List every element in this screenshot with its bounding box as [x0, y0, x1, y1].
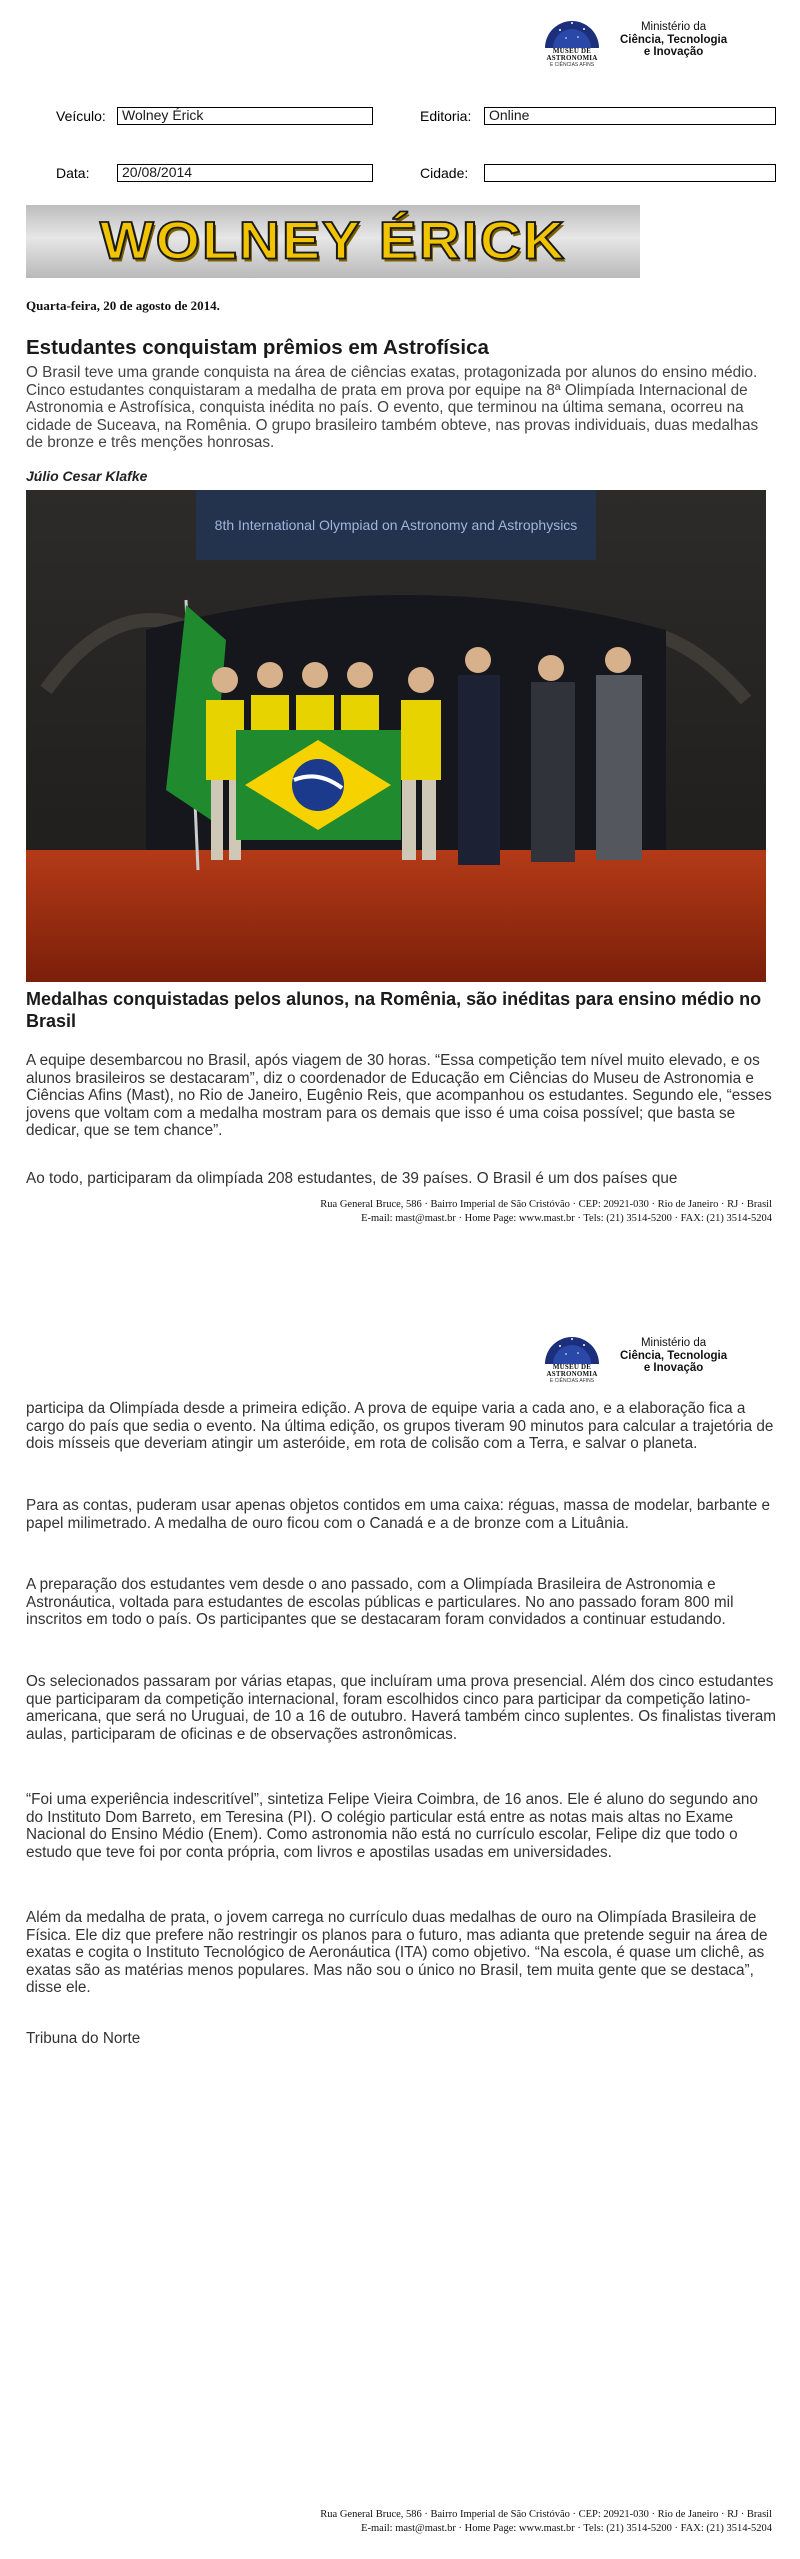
editoria-field[interactable]: Online [484, 107, 776, 125]
ministry-line1: Ministério da [640, 21, 707, 34]
ministry-line3: e Inovação [643, 46, 704, 59]
telescope-dome-icon [541, 1328, 603, 1364]
article-paragraph-2b: participa da Olimpíada desde a primeira edição. A prova de equipe varia a cada ano, e a elaboração fica a cargo do país que sedia o evento. Na última edição, os grupos tiveram 90 minutos para calcular a trajetória de dois mísseis que deveriam atingir um asteróide, em rota de colisão com a Terra, e salvar o planeta. [26, 1400, 774, 1452]
footer-address: Rua General Bruce, 586 · Bairro Imperial de São Cristóvão · CEP: 20921-030 · Rio de Janeiro · RJ · Brasil [320, 2509, 772, 2520]
ministry-logo-page2 [620, 1337, 727, 1375]
columnist-banner [26, 205, 640, 278]
ministry-line3: e Inovação [643, 1362, 704, 1375]
article-source: Tribuna do Norte [26, 2030, 141, 2047]
backdrop-caption: 8th International Olympiad on Astronomy and Astrophysics [214, 517, 578, 533]
article-subhead: Medalhas conquistadas pelos alunos, na Romênia, são inéditas para ensino médio no Brasil [26, 989, 762, 1031]
data-label: Data: [56, 165, 90, 181]
mast-logo-line2: ASTRONOMIA [546, 1370, 598, 1378]
header-logos [538, 12, 727, 68]
article-paragraph-1: A equipe desembarcou no Brasil, após viagem de 30 horas. “Essa competição tem nível muito elevado, e os alunos brasileiros se destacaram”, diz o coordenador de Educação em Ciências do Museu de Astronomia e Ciências Afins (Mast), no Rio de Janeiro, Eugênio Reis, que acompanhou os estudantes. Segundo ele, “esses jovens que voltam com a medalha mostram para os demais que isso é uma coisa possível; que basta se dedicar, que se tem chance”. [26, 1052, 772, 1139]
mast-logo [538, 12, 606, 68]
footer-contact: E-mail: mast@mast.br · Home Page: www.mast.br · Tels: (21) 3514-5200 · FAX: (21) 3514-5204 [361, 1213, 772, 1224]
article-photo [26, 490, 766, 982]
ministry-line2: Ciência, Tecnologia [620, 33, 728, 46]
ministry-logo [620, 21, 727, 59]
mast-logo-page2 [538, 1328, 606, 1384]
mast-logo-sub: E CIÊNCIAS AFINS [549, 62, 595, 68]
mast-logo-line2: ASTRONOMIA [546, 54, 598, 62]
banner-title: WOLNEY ÉRICK [99, 211, 567, 271]
article-author: Júlio Cesar Klafke [26, 468, 148, 484]
page1-footer [320, 1198, 772, 1226]
article-paragraph-5: Os selecionados passaram por várias etapas, que incluíram uma prova presencial. Além dos cinco estudantes que participaram da competição internacional, foram escolhidos cinco para participar da competição latino-americana, que será no Uruguai, de 10 a 16 de outubro. Haverá também cinco suplentes. Os finalistas tiveram aulas, participaram de oficinas e de observações astronômicas. [26, 1673, 776, 1743]
veiculo-field[interactable]: Wolney Érick [117, 107, 373, 125]
article-paragraph-7: Além da medalha de prata, o jovem carrega no currículo duas medalhas de ouro na Olimpíada Brasileira de Física. Ele diz que prefere não restringir os planos para o futuro, mas adianta que pretende seguir na área de exatas e cogita o Instituto Tecnológico de Aeronáutica (ITA) como objetivo. “Na escola, é quase um clichê, as exatas são as matérias menos populares. Mas não sou o único no Brasil, tem muita gente que se destaca”, disse ele. [26, 1909, 768, 1996]
footer-address: Rua General Bruce, 586 · Bairro Imperial de São Cristóvão · CEP: 20921-030 · Rio de Janeiro · RJ · Brasil [320, 1199, 772, 1210]
page2-footer [320, 2508, 772, 2536]
team-photo-illustration [26, 490, 766, 982]
data-field[interactable]: 20/08/2014 [117, 164, 373, 182]
ministry-line1: Ministério da [640, 1337, 707, 1350]
article-lead: O Brasil teve uma grande conquista na área de ciências exatas, protagonizada por alunos do ensino médio. Cinco estudantes conquistaram a medalha de prata em prova por equipe na 8ª Olimpíada Internacional de Astronomia e Astrofísica, conquista inédita no país. O evento, que terminou na última semana, ocorreu na cidade de Suceava, na Romênia. O grupo brasileiro também obteve, nas provas individuais, duas medalhas de bronze e três menções honrosas. [26, 364, 759, 451]
article-headline: Estudantes conquistam prêmios em Astrofísica [26, 336, 489, 359]
footer-contact: E-mail: mast@mast.br · Home Page: www.mast.br · Tels: (21) 3514-5200 · FAX: (21) 3514-5204 [361, 2523, 772, 2534]
cidade-label: Cidade: [420, 165, 469, 181]
header-logos-page2 [538, 1328, 727, 1384]
article-paragraph-4: A preparação dos estudantes vem desde o ano passado, com a Olimpíada Brasileira de Astronomia e Astronáutica, voltada para estudantes de escolas públicas e particulares. No ano passado foram 800 mil inscritos em todo o país. Os participantes que se destacaram foram convidados a continuar estudando. [26, 1576, 734, 1628]
ministry-line2: Ciência, Tecnologia [620, 1349, 728, 1362]
mast-logo-sub: E CIÊNCIAS AFINS [549, 1378, 595, 1384]
article-paragraph-2a: Ao todo, participaram da olimpíada 208 estudantes, de 39 países. O Brasil é um dos países que [26, 1170, 678, 1187]
mast-logo-line1: MUSEU DE [552, 1363, 592, 1371]
article-paragraph-3: Para as contas, puderam usar apenas objetos contidos em uma caixa: réguas, massa de modelar, barbante e papel milimetrado. A medalha de ouro ficou com o Canadá e a de bronze com a Lituânia. [26, 1497, 771, 1532]
article-date: Quarta-feira, 20 de agosto de 2014. [26, 298, 220, 313]
mast-logo-line1: MUSEU DE [552, 47, 592, 55]
veiculo-label: Veículo: [56, 108, 106, 124]
cidade-field[interactable] [484, 164, 776, 182]
editoria-label: Editoria: [420, 108, 472, 124]
article-paragraph-6: “Foi uma experiência indescritível”, sintetiza Felipe Vieira Coimbra, de 16 anos. Ele é aluno do segundo ano do Instituto Dom Barreto, em Teresina (PI). O colégio particular está entre as notas mais altas no Exame Nacional do Ensino Médio (Enem). Como astronomia não está no currículo escolar, Felipe diz que todo o estudo que teve foi por conta própria, com livros e apostilas usadas em universidades. [26, 1791, 758, 1861]
telescope-dome-icon [541, 12, 603, 48]
